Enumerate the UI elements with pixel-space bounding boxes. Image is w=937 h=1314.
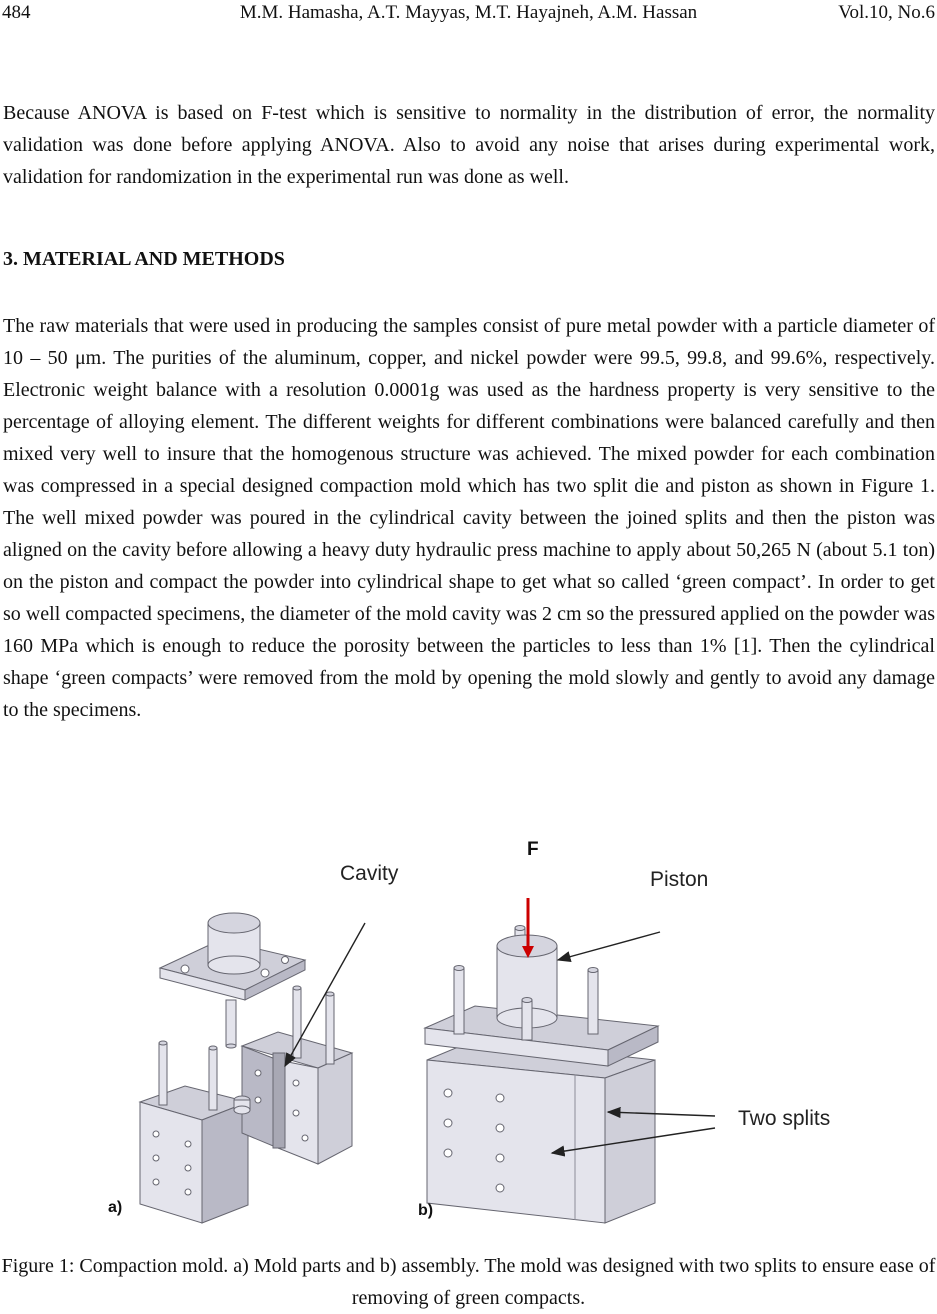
label-a: a) [108, 1199, 123, 1216]
mold-split-right [234, 986, 352, 1164]
piston-arrow [558, 932, 660, 960]
label-two-splits: Two splits [738, 1107, 831, 1130]
label-cavity: Cavity [340, 862, 399, 885]
label-force: F [527, 839, 539, 860]
mold-top-plate-with-piston [160, 913, 305, 1048]
figure-caption: Figure 1: Compaction mold. a) Mold parts and b) assembly. The mold was designed with two splits to ensure ease of removing of green compacts. [1, 1255, 936, 1309]
compaction-mold-figure [90, 828, 870, 1238]
mold-split-left [140, 1041, 248, 1223]
page-number: 484 [2, 2, 31, 23]
running-header [2, 2, 935, 26]
section-heading: 3. MATERIAL AND METHODS [3, 248, 285, 270]
paragraph-anova: Because ANOVA is based on F-test which is sensitive to normality in the distribution of error, the normality validation was done before applying ANOVA. Also to avoid any noise that arises during experimental work, validation for randomization in the experimental run was done as well. [3, 102, 935, 188]
label-piston: Piston [650, 868, 709, 891]
header-volume: Vol.10, No.6 [838, 2, 935, 23]
header-authors: M.M. Hamasha, A.T. Mayyas, M.T. Hayajneh, A.M. Hassan [239, 2, 698, 23]
label-b: b) [418, 1202, 434, 1219]
mold-assembly [425, 926, 658, 1224]
paragraph-materials: The raw materials that were used in producing the samples consist of pure metal powder with a particle diameter of 10 – 50 μm. The purities of the aluminum, copper, and nickel powder were 99.5, 99.8, and 99.6%, respectively. Electronic weight balance with a resolution 0.0001g was used as the hardness property is very sensitive to the percentage of alloying element. The different weights for different combinations were balanced carefully and then mixed very well to insure that the homogenous structure was achieved. The mixed powder for each combination was compressed in a special designed compaction mold which has two split die and piston as shown in Figure 1. The well mixed powder was poured in the cylindrical cavity between the joined splits and then the piston was aligned on the cavity before allowing a heavy duty hydraulic press machine to apply about 50,265 N (about 5.1 ton) on the piston and compact the powder into cylindrical shape to get what so called ‘green compact’. In order to get so well compacted specimens, the diameter of the mold cavity was 2 cm so the pressured applied on the powder was 160 MPa which is enough to reduce the porosity between the particles to less than 1% [1]. Then the cylindrical shape ‘green compacts’ were removed from the mold by opening the mold slowly and gently to avoid any damage to the specimens. [3, 315, 935, 721]
